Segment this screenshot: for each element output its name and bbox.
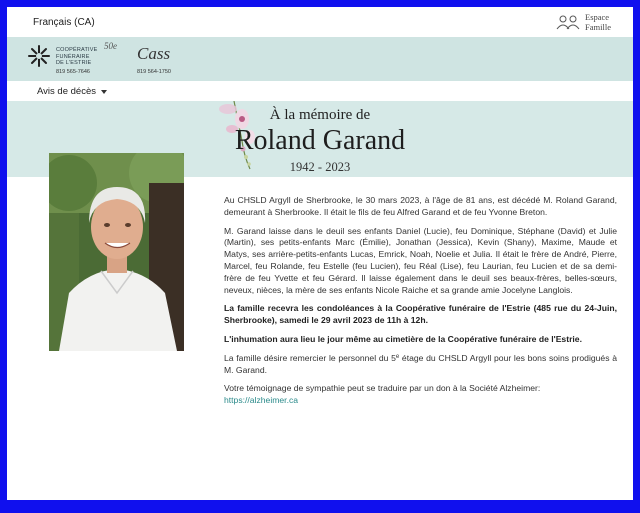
anniversary-badge: 50e — [104, 41, 117, 51]
coop-name — [56, 47, 98, 67]
espace-famille-link[interactable] — [555, 12, 611, 32]
thanks-superscript: e — [395, 353, 400, 360]
portrait-photo — [49, 153, 184, 351]
coop-phone: 819 565-7646 — [56, 69, 90, 75]
thanks-text-b: étage du CHSLD Argyll pour les bons soins prodigués à M. Garand. — [224, 352, 617, 375]
obituary-text — [224, 195, 617, 414]
thanks-paragraph — [224, 353, 617, 377]
condolences-paragraph: La famille recevra les condoléances à la Coopérative funéraire de l'Estrie (485 rue du 24-Juin, Sherbrooke), samedi le 29 avril 2023 de 11h à 12h. — [224, 303, 617, 326]
donation-text: Votre témoignage de sympathie peut se traduire par un don à la Société Alzheimer: — [224, 383, 541, 394]
coop-name-line2: FUNÉRAIRE — [56, 53, 90, 60]
obituary-paragraph-2: M. Garand laisse dans le deuil ses enfants Daniel (Lucie), feu Dominique, Stéphane (David) et Julie (Martin), ses petits-enfants Marc (Émilie), Jonathan (Jessica), Kevin (Shany), Maxime, Maude et Matys, ses arrière-petits-enfants Lucas, Emrick, Noah, Noelie et Julia. Il était le frère de André, Pierre, Marcel, feu Rolande, feu Estelle (feu Lucien), feu Réal (Lise), feu Laurian, feu Lucien et de sa demi-frère de feu Yvette et feu Gérard. Il laisse également dans le deuil ses beaux-frères, belles-sœurs, neveux, nièces, la mère de ses enfants Nicole Raiche et sa grande amie Jocelyne Langlois. — [224, 225, 617, 295]
deceased-name: Roland Garand — [234, 125, 406, 156]
obituary-paragraph-1: Au CHSLD Argyll de Sherbrooke, le 30 mars 2023, à l'âge de 81 ans, est décédé M. Roland Garand, demeurant à Sherbrooke. Il était le fils de feu Alfred Garand et de feu Yvonne Breton. — [224, 195, 617, 217]
nav-bar — [7, 81, 633, 101]
language-selector[interactable]: Français (CA) — [33, 17, 95, 28]
cass-phone: 819 564-1750 — [137, 69, 171, 75]
alzheimer-link[interactable]: https://alzheimer.ca — [224, 395, 299, 406]
avis-de-deces-menu[interactable] — [37, 86, 107, 97]
espace-label-line2: Famille — [585, 22, 611, 32]
coop-logo[interactable] — [27, 41, 117, 68]
burial-paragraph: L'inhumation aura lieu le jour même au cimetière de la Coopérative funéraire de l'Estrie. — [224, 333, 582, 344]
donation-paragraph — [224, 383, 617, 407]
page-frame — [7, 7, 633, 500]
thanks-text-a: La famille désire remercier le personnel du 5 — [224, 352, 396, 363]
family-icon — [555, 14, 581, 30]
top-bar — [7, 7, 633, 37]
espace-label-line1: Espace — [585, 12, 610, 22]
coop-logo-icon — [27, 44, 51, 68]
coop-name-line1: COOPÉRATIVE — [56, 47, 98, 53]
brand-bar — [7, 37, 633, 81]
espace-famille-label — [585, 12, 611, 32]
memoire-heading: À la mémoire de — [269, 107, 371, 123]
chevron-down-icon — [101, 90, 107, 94]
life-dates: 1942 - 2023 — [289, 160, 351, 174]
cass-logo[interactable]: Cass — [137, 44, 171, 63]
coop-name-line3: DE L'ESTRIE — [56, 60, 92, 66]
avis-menu-label: Avis de décès — [37, 86, 96, 97]
